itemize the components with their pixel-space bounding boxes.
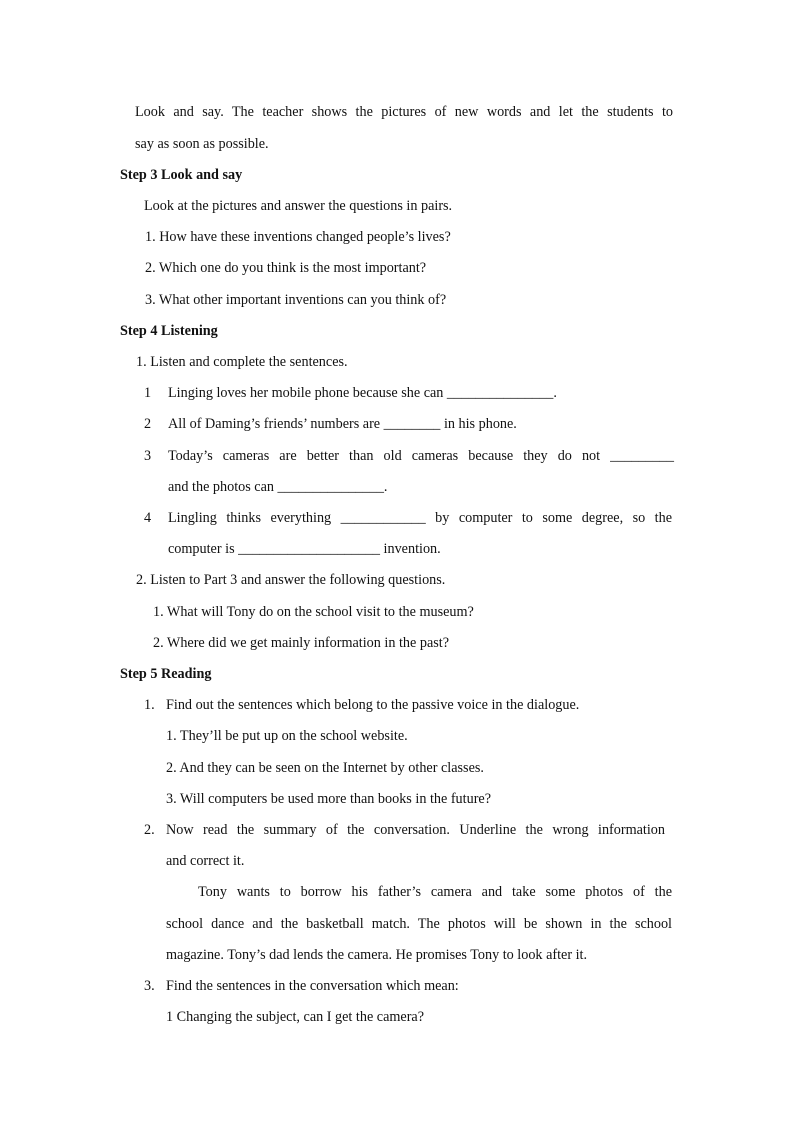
step5-item-1-number: 1. — [144, 697, 155, 713]
step4-task2: 2. Listen to Part 3 and answer the following questions. — [136, 572, 446, 588]
step4-heading: Step 4 Listening — [120, 323, 218, 339]
step4-sentence-4-line-2: computer is ____________________ invention. — [168, 541, 441, 557]
step3-heading: Step 3 Look and say — [120, 167, 243, 183]
step5-item-1-text: Find out the sentences which belong to the passive voice in the dialogue. — [166, 697, 580, 713]
step3-question-2: 2. Which one do you think is the most important? — [145, 260, 427, 276]
step3-instruction: Look at the pictures and answer the questions in pairs. — [144, 198, 453, 214]
step4-sentence-3-line-2: and the photos can _______________. — [168, 479, 388, 495]
step5-summary-line-1: Tony wants to borrow his father’s camera and take some photos of the — [198, 884, 672, 900]
step4-sentence-1: Linging loves her mobile phone because she can _______________. — [168, 385, 557, 401]
step3-question-3: 3. What other important inventions can you think of? — [145, 292, 447, 308]
step5-summary-line-2: school dance and the basketball match. The photos will be shown in the school — [166, 916, 672, 932]
step4-sentence-3-line-1: Today’s cameras are better than old cameras because they do not _________ — [168, 448, 674, 464]
step4-sentence-1-number: 1 — [144, 385, 152, 401]
step5-item-3-answer-1: 1 Changing the subject, can I get the camera? — [166, 1009, 425, 1025]
step4-sentence-2: All of Daming’s friends’ numbers are ________ in his phone. — [168, 416, 517, 432]
step5-heading: Step 5 Reading — [120, 666, 212, 682]
step5-item-2-text-line-1: Now read the summary of the conversation. Underline the wrong information — [166, 822, 665, 838]
step5-item-2-number: 2. — [144, 822, 155, 838]
step5-item-1-answer-1: 1. They’ll be put up on the school website. — [166, 728, 408, 744]
step5-item-1-answer-2: 2. And they can be seen on the Internet by other classes. — [166, 760, 484, 776]
step5-summary-line-3: magazine. Tony’s dad lends the camera. He promises Tony to look after it. — [166, 947, 588, 963]
step4-sentence-3-number: 3 — [144, 448, 152, 464]
step5-item-2-text-line-2: and correct it. — [166, 853, 245, 869]
step4-sentence-4-number: 4 — [144, 510, 152, 526]
step4-task2-question-2: 2. Where did we get mainly information in the past? — [153, 635, 450, 651]
step4-task1: 1. Listen and complete the sentences. — [136, 354, 348, 370]
intro-line-1: Look and say. The teacher shows the pictures of new words and let the students to — [135, 104, 673, 120]
step4-sentence-4-line-1: Lingling thinks everything ____________ by computer to some degree, so the — [168, 510, 672, 526]
step5-item-3-number: 3. — [144, 978, 155, 994]
step3-question-1: 1. How have these inventions changed people’s lives? — [145, 229, 451, 245]
step4-sentence-2-number: 2 — [144, 416, 152, 432]
step5-item-1-answer-3: 3. Will computers be used more than books in the future? — [166, 791, 492, 807]
step5-item-3-text: Find the sentences in the conversation which mean: — [166, 978, 459, 994]
step4-task2-question-1: 1. What will Tony do on the school visit to the museum? — [153, 604, 474, 620]
intro-line-2: say as soon as possible. — [135, 136, 269, 152]
